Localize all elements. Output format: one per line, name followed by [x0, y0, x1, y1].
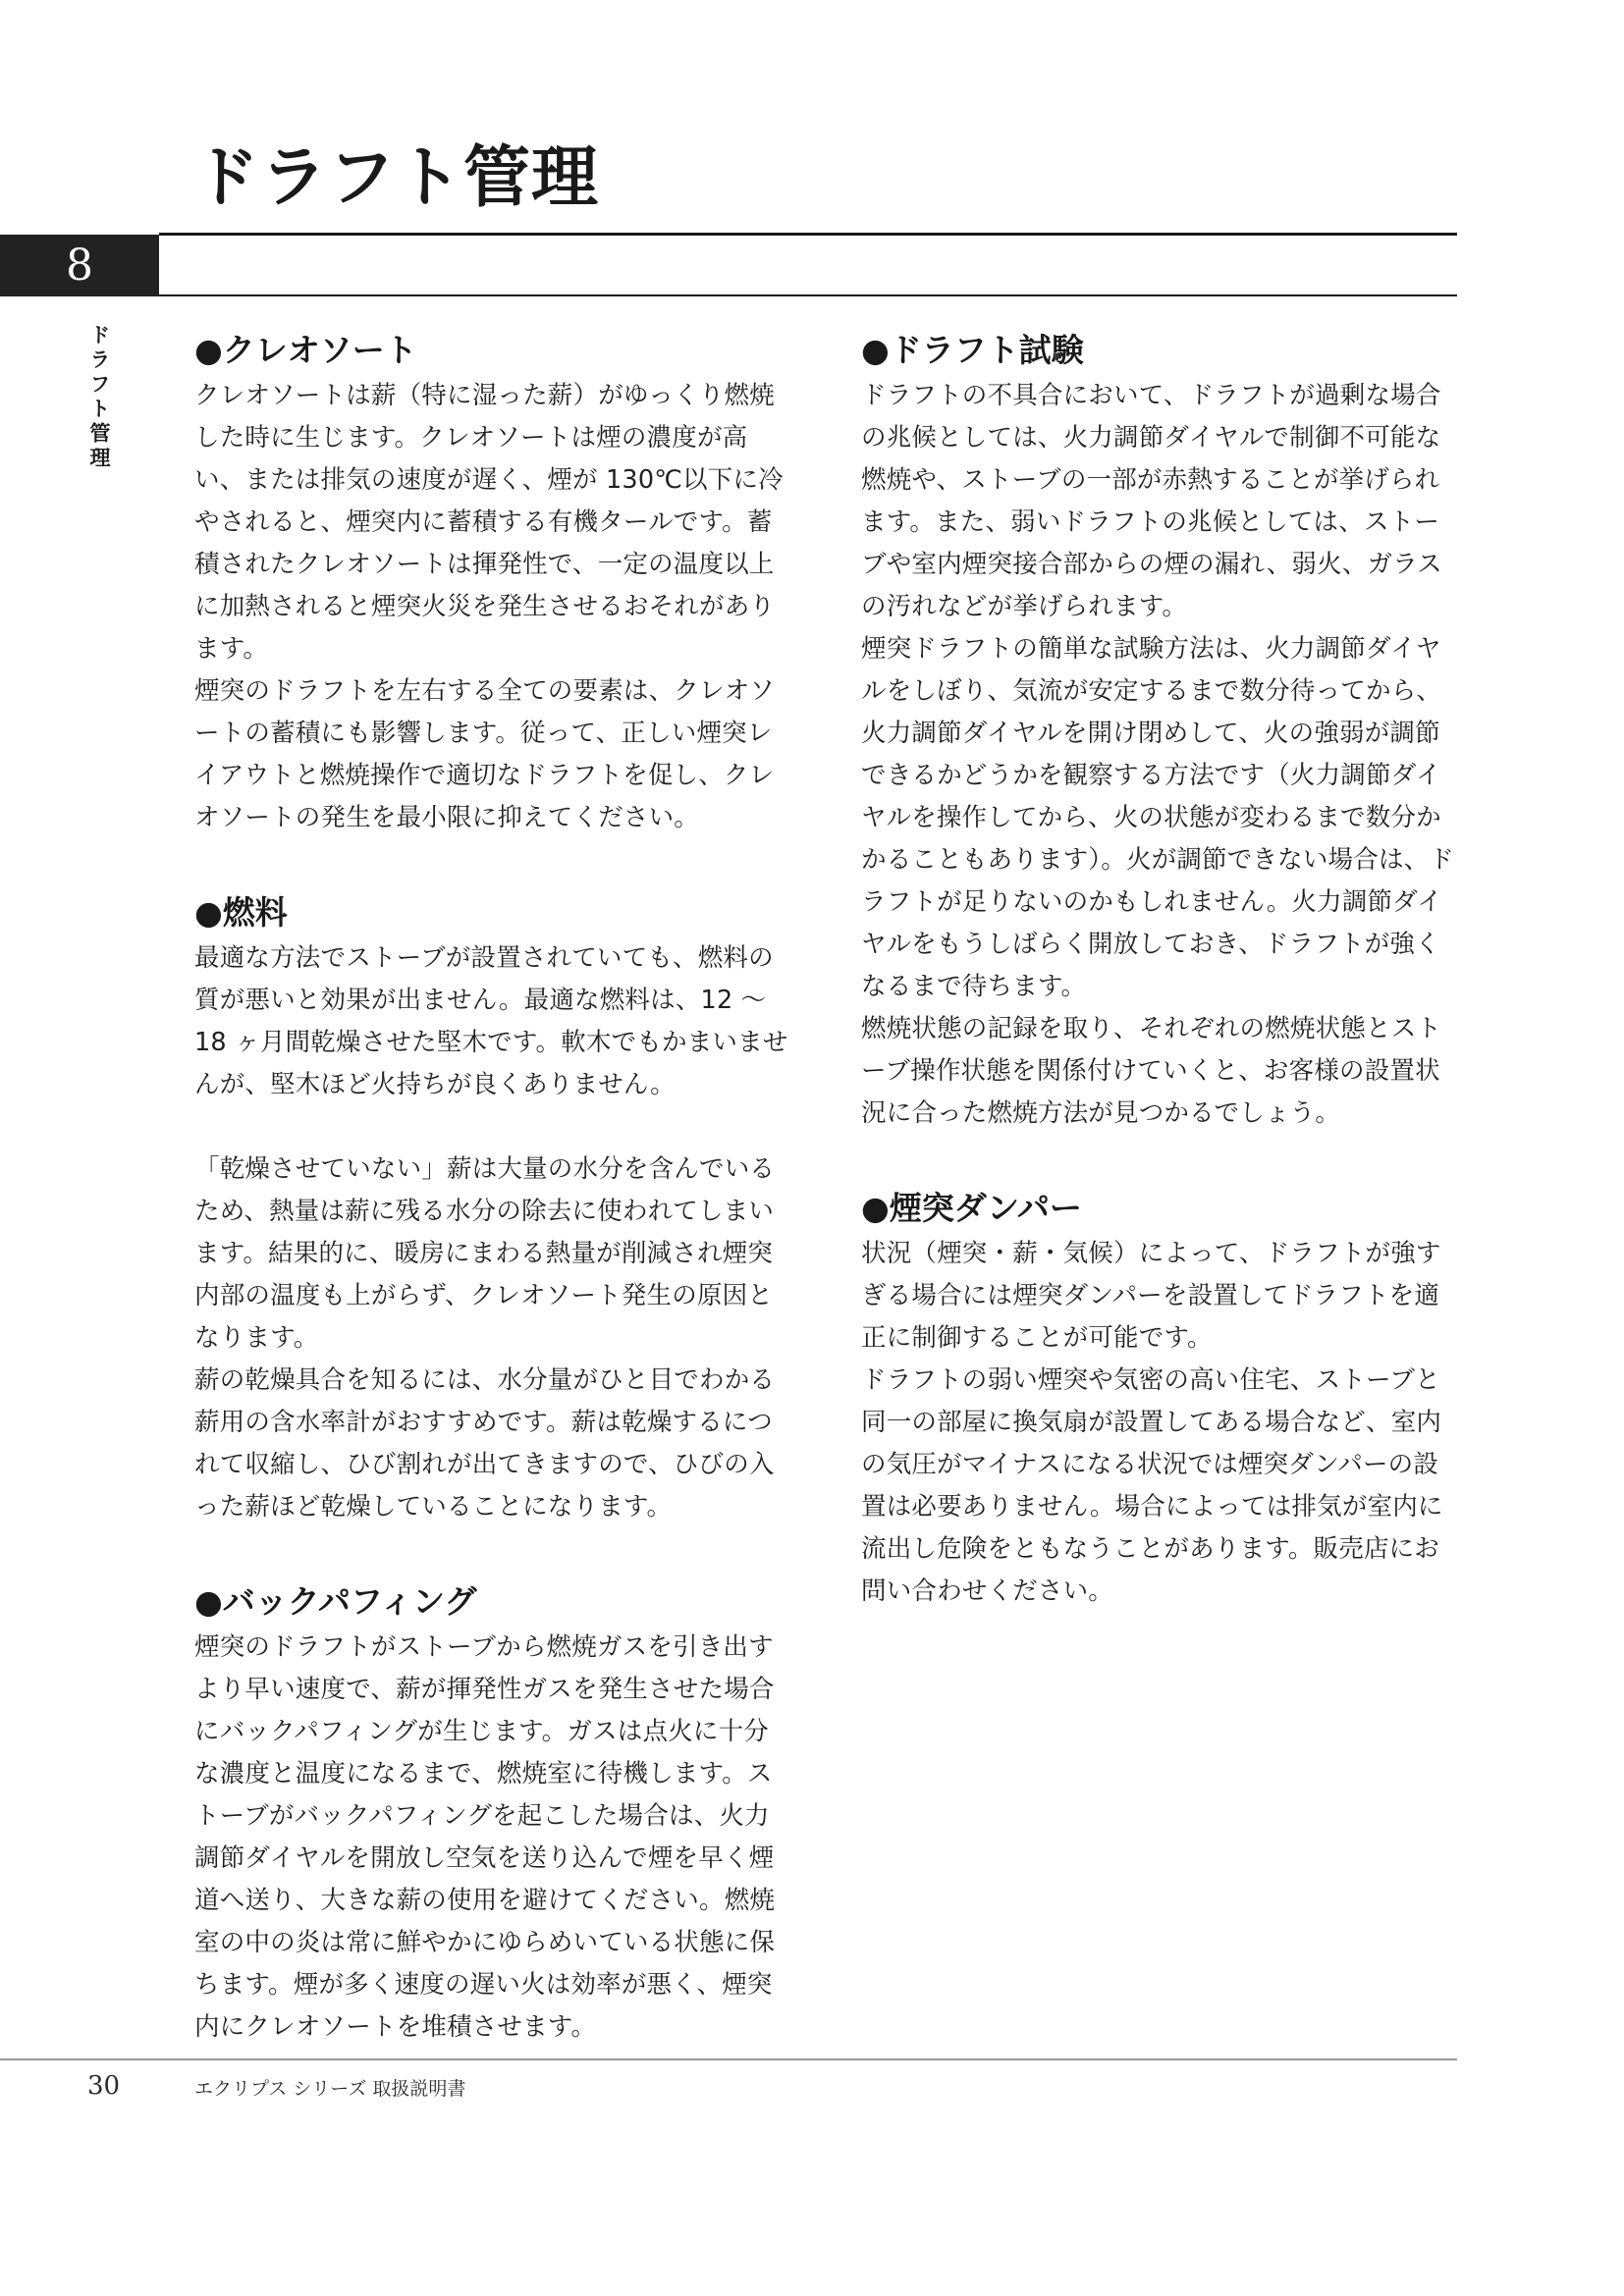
paragraph: クレオソートは薪（特に湿った薪）がゆっくり燃焼した時に生じます。クレオソートは煙の濃度が高い、または排気の速度が遅く、煙が 130℃以下に冷やされると、煙突内に蓄積する有機タールです。蓄積されたクレオソートは揮発性で、一定の温度以上に加熱されると煙突火災を発生させるおそれがあります。: [194, 381, 784, 664]
paragraph: ドラフトの不具合において、ドラフトが過剰な場合の兆候としては、火力調節ダイヤルで制御不可能な燃焼や、ストーブの一部が赤熱することが挙げられます。また、弱いドラフトの兆候としては、ストーブや室内煙突接合部からの煙の漏れ、弱火、ガラスの汚れなどが挙げられます。: [861, 381, 1442, 621]
footer-manual-title: エクリプス シリーズ 取扱説明書: [194, 2078, 466, 2100]
paragraph: 状況（煙突・薪・気候）によって、ドラフトが強すぎる場合には煙突ダンパーを設置してドラフトを適正に制御することが可能です。: [861, 1239, 1441, 1353]
chapter-number-badge: 8: [0, 235, 159, 296]
right-column: [861, 326, 1458, 1662]
header-rule: [159, 233, 1457, 236]
section-fuel: [194, 888, 791, 1528]
section-heading-fuel: ●燃料: [194, 893, 288, 932]
paragraph: 煙突のドラフトがストーブから燃焼ガスを引き出すより早い速度で、薪が揮発性ガスを発生させた場合にバックパフィングが生じます。ガスは点火に十分な濃度と温度になるまで、燃焼室に待機します。ストーブがバックパフィングを起こした場合は、火力調節ダイヤルを開放し空気を送り込んで煙を早く煙道へ送り、大きな薪の使用を避けてください。燃焼室の中の炎は常に鮮やかにゆらめいている状態に保ちます。煙が多く速度の遅い火は効率が悪く、煙突内にクレオソートを堆積させます。: [194, 1632, 776, 2042]
paragraph: 煙突ドラフトの簡単な試験方法は、火力調節ダイヤルをしぼり、気流が安定するまで数分待ってから、火力調節ダイヤルを開け閉めして、火の強弱が調節できるかどうかを観察する方法です（火力調節ダイヤルを操作してから、火の状態が変わるまで数分かかることもあります）。火が調節できない場合は、ドラフトが足りないのかもしれません。火力調節ダイヤルをもうしばらく開放しておき、ドラフトが強くなるまで待ちます。: [861, 634, 1455, 1001]
paragraph: 薪の乾燥具合を知るには、水分量がひと目でわかる薪用の含水率計がおすすめです。薪は乾燥するにつれて収縮し、ひび割れが出てきますので、ひびの入った薪ほど乾燥していることになります。: [194, 1365, 776, 1522]
paragraph: ドラフトの弱い煙突や気密の高い住宅、ストーブと同一の部屋に換気扇が設置してある場合など、室内の気圧がマイナスになる状況では煙突ダンパーの設置は必要ありません。場合によっては排気が室内に流出し危険をともなうことがあります。販売店にお問い合わせください。: [861, 1365, 1443, 1606]
paragraph: 煙突のドラフトを左右する全ての要素は、クレオソートの蓄積にも影響します。従って、正しい煙突レイアウトと燃焼操作で適切なドラフトを促し、クレオソートの発生を最小限に抑えてください。: [194, 676, 776, 832]
page-title: ドラフト管理: [192, 138, 600, 217]
paragraph: 最適な方法でストーブが設置されていても、燃料の質が悪いと効果が出ません。最適な燃料は、12 ～ 18 ヶ月間乾燥させた堅木です。軟木でもかまいませんが、堅木ほど火持ちが良くありません。: [194, 943, 788, 1099]
left-column: [194, 326, 791, 2098]
section-heading-creosote: ●クレオソート: [194, 331, 417, 369]
page-number: 30: [87, 2071, 121, 2101]
paragraph: 燃焼状態の記録を取り、それぞれの燃焼状態とストーブ操作状態を関係付けていくと、お客様の設置状況に合った燃焼方法が見つかるでしょう。: [861, 1014, 1442, 1128]
section-creosote: [194, 326, 791, 839]
section-heading-damper: ●煙突ダンパー: [861, 1189, 1082, 1227]
paragraph: 「乾燥させていない」薪は大量の水分を含んでいるため、熱量は薪に残る水分の除去に使われてしまいます。結果的に、暖房にまわる熱量が削減され煙突内部の温度も上がらず、クレオソート発生の原因となります。: [194, 1154, 776, 1353]
footer-rule: [0, 2058, 1457, 2060]
section-draft-test: [861, 326, 1458, 1135]
section-backpuffing: [194, 1577, 791, 2049]
side-chapter-label: ドラフト管理: [87, 324, 112, 471]
section-heading-backpuffing: ●バックパフィング: [194, 1582, 477, 1621]
section-heading-draft-test: ●ドラフト試験: [861, 331, 1084, 369]
chapter-rule: [159, 294, 1457, 296]
section-damper: [861, 1184, 1458, 1613]
